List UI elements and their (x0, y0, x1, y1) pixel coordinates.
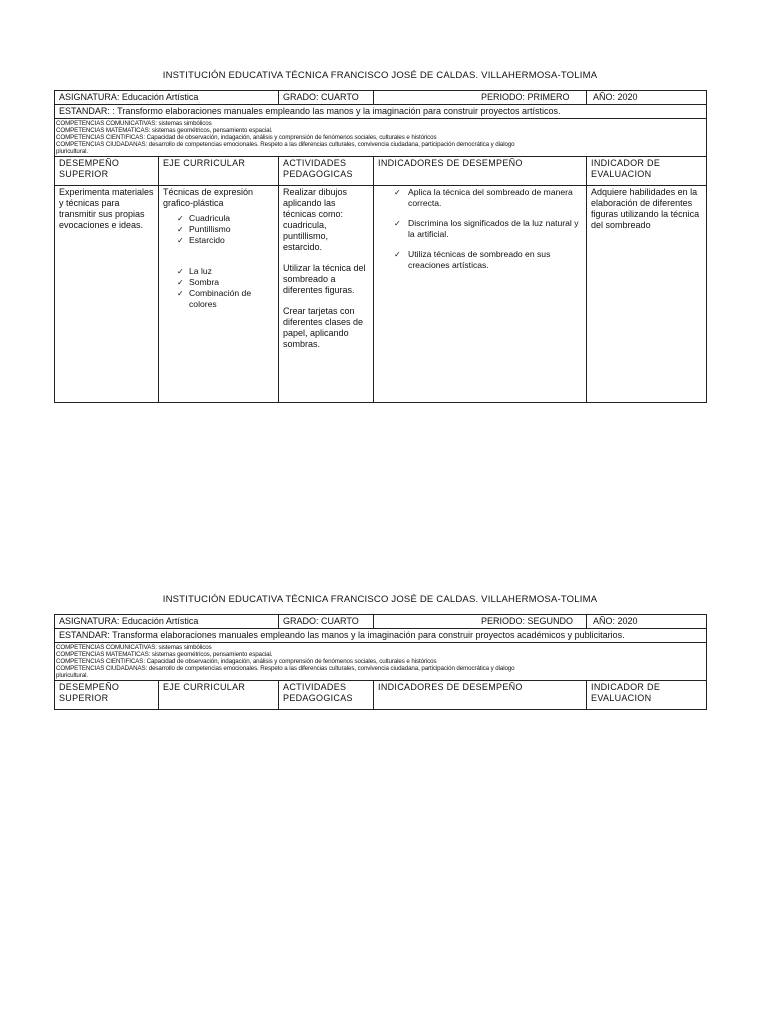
list-item (177, 235, 274, 246)
check-icon: ✓ (177, 236, 184, 245)
periodo-cell (374, 615, 587, 629)
competencias-cell (55, 643, 707, 681)
actividades-cell (279, 186, 374, 403)
curriculum-table-period-2 (54, 614, 707, 710)
competencia-line: COMPETENCIAS MATEMATICAS: sistemas geométricos, pensamiento espacial. (56, 651, 273, 658)
asignatura-cell: ASIGNATURA: Educación Artística (55, 91, 279, 105)
header-indicadores: INDICADORES DE DESEMPEÑO (374, 681, 587, 710)
document-title: INSTITUCIÓN EDUCATIVA TÉCNICA FRANCISCO JOSÉ DE CALDAS. VILLAHERMOSA-TOLIMA (162, 594, 598, 605)
competencia-line: COMPETENCIAS CIUDADANAS: desarrollo de competencias emocionales. Respeto a las diferencias culturales, convivencia ciudadana, participación democrática y dialogo (56, 141, 515, 148)
actividad-text: Utilizar la técnica del sombreado a diferentes figuras. (283, 263, 366, 295)
document-title: INSTITUCIÓN EDUCATIVA TÉCNICA FRANCISCO JOSÉ DE CALDAS. VILLAHERMOSA-TOLIMA (162, 70, 598, 81)
header-eje: EJE CURRICULAR (159, 681, 279, 710)
competencia-line: COMPETENCIAS MATEMATICAS: sistemas geométricos, pensamiento espacial. (56, 127, 273, 134)
indicadores-list (378, 187, 582, 271)
indicadores-cell (374, 186, 587, 403)
actividad-text: Crear tarjetas con diferentes clases de papel, aplicando sombras. (283, 306, 364, 349)
list-item (394, 218, 582, 240)
anio-cell: AÑO: 2020 (587, 615, 707, 629)
header-evaluacion: INDICADOR DE EVALUACION (587, 681, 707, 710)
list-item (177, 288, 274, 310)
check-icon: ✓ (177, 267, 184, 276)
grado-cell: GRADO: CUARTO (279, 615, 374, 629)
check-icon: ✓ (394, 188, 401, 197)
list-item (177, 266, 274, 277)
eje-item: Sombra (189, 277, 220, 287)
header-desempeno: DESEMPEÑO SUPERIOR (55, 157, 159, 186)
eje-item: Combinación de colores (189, 288, 252, 309)
grado-cell: GRADO: CUARTO (279, 91, 374, 105)
header-evaluacion: INDICADOR DE EVALUACION (587, 157, 707, 186)
actividad-text: Realizar dibujos aplicando las técnicas como: cuadricula, puntillismo, estarcido. (283, 187, 348, 252)
periodo-label: PERIODO: PRIMERO (481, 92, 570, 102)
check-icon: ✓ (177, 214, 184, 223)
periodo-label: PERIODO: SEGUNDO (481, 616, 574, 626)
eje-item: La luz (189, 266, 212, 276)
eje-item: Puntillismo (189, 224, 231, 234)
competencia-line: COMPETENCIAS CIUDADANAS: desarrollo de competencias emocionales. Respeto a las diferencias culturales, convivencia ciudadana, participación democrática y dialogo (56, 665, 515, 672)
header-actividades: ACTIVIDADES PEDAGOGICAS (279, 681, 374, 710)
header-indicadores: INDICADORES DE DESEMPEÑO (374, 157, 587, 186)
competencia-line: pluricultural. (56, 672, 88, 679)
competencia-line: pluricultural. (56, 148, 88, 155)
header-desempeno: DESEMPEÑO SUPERIOR (55, 681, 159, 710)
indicador-text: Utiliza técnicas de sombreado en sus creaciones artísticas. (408, 249, 551, 270)
list-item (177, 224, 274, 235)
check-icon: ✓ (177, 289, 184, 298)
competencia-line: COMPETENCIAS COMUNICATIVAS: sistemas simbólicos (56, 120, 212, 127)
curriculum-table-period-1 (54, 90, 707, 403)
check-icon: ✓ (177, 278, 184, 287)
estandar-cell: ESTANDAR: : Transformo elaboraciones manuales empleando las manos y la imaginación para construir proyectos artísticos. (55, 105, 707, 119)
anio-cell: AÑO: 2020 (587, 91, 707, 105)
eje-list-1 (163, 213, 274, 246)
estandar-cell: ESTANDAR: Transforma elaboraciones manuales empleando las manos y la imaginación para construir proyectos académicos y publicitarios. (55, 629, 707, 643)
periodo-cell (374, 91, 587, 105)
list-item (394, 249, 582, 271)
header-actividades: ACTIVIDADES PEDAGOGICAS (279, 157, 374, 186)
indicador-text: Discrimina los significados de la luz natural y la artificial. (408, 218, 579, 239)
check-icon: ✓ (394, 250, 401, 259)
eje-item: Estarcido (189, 235, 225, 245)
eje-item: Cuadricula (189, 213, 231, 223)
desempeno-text: Experimenta materiales y técnicas para transmitir sus propias evocaciones e ideas. (55, 186, 159, 403)
evaluacion-text: Adquiere habilidades en la elaboración de diferentes figuras utilizando la técnica del sombreado (587, 186, 707, 403)
eje-title: Técnicas de expresión grafico-plástica (163, 187, 254, 208)
indicador-text: Aplica la técnica del sombreado de manera correcta. (408, 187, 573, 208)
competencia-line: COMPETENCIAS CIENTIFICAS: Capacidad de observación, indagación, análisis y comprensión de fenómenos sociales, culturales e históricos (56, 658, 437, 665)
check-icon: ✓ (394, 219, 401, 228)
header-eje: EJE CURRICULAR (159, 157, 279, 186)
check-icon: ✓ (177, 225, 184, 234)
list-item (394, 187, 582, 209)
asignatura-cell: ASIGNATURA: Educación Artística (55, 615, 279, 629)
competencia-line: COMPETENCIAS COMUNICATIVAS: sistemas simbólicos (56, 644, 212, 651)
list-item (177, 277, 274, 288)
competencias-cell (55, 119, 707, 157)
eje-curricular-cell (159, 186, 279, 403)
eje-list-2 (163, 266, 274, 310)
list-item (177, 213, 274, 224)
competencia-line: COMPETENCIAS CIENTIFICAS: Capacidad de observación, indagación, análisis y comprensión de fenómenos sociales, culturales e históricos (56, 134, 437, 141)
